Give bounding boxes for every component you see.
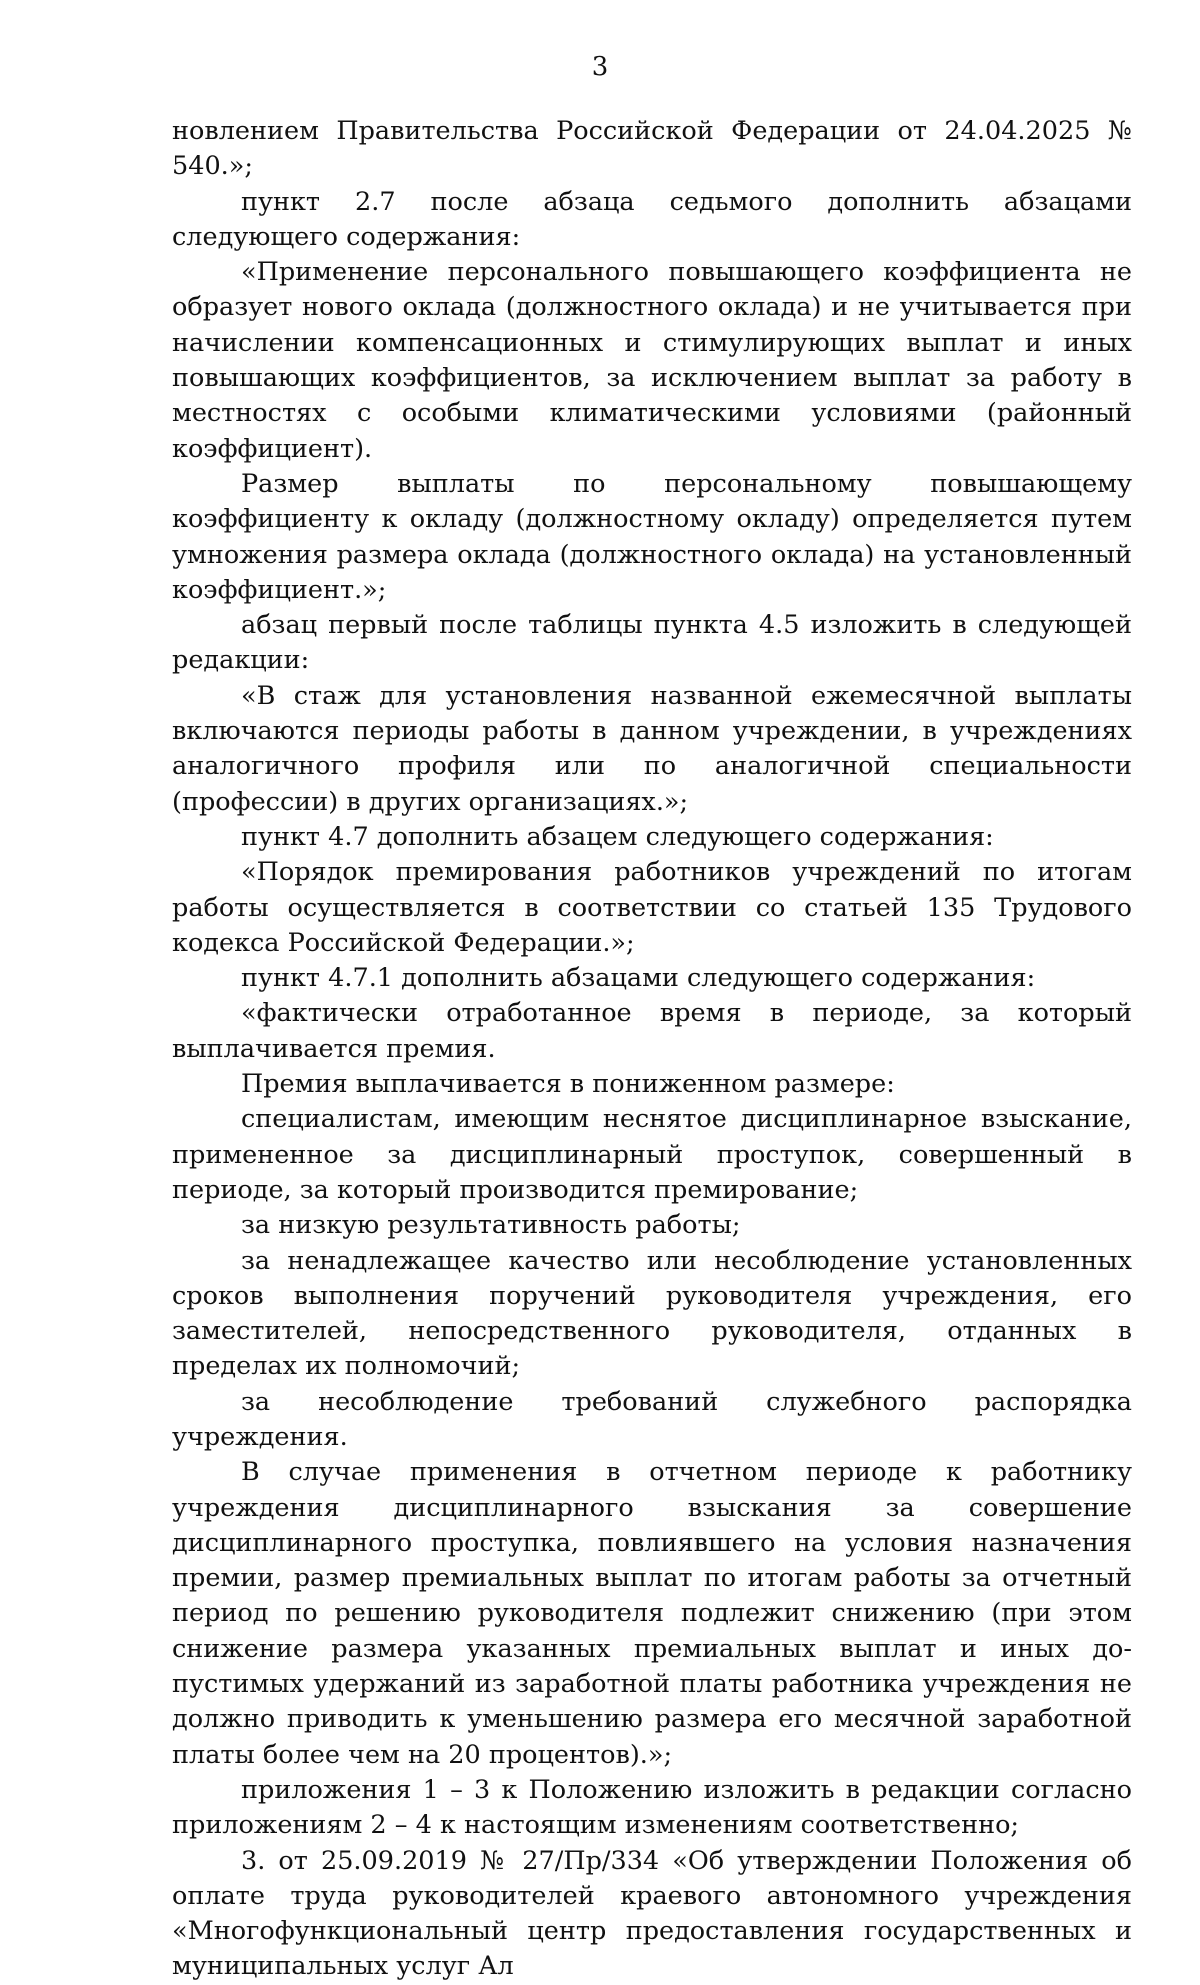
document-body <box>172 114 1132 1985</box>
paragraph: «В стаж для установления названной ежемесячной выплаты включаются периоды работы в данном учреждении, в учреждениях аналогичного профиля или по аналогичной специальности (профессии) в других организациях.»; <box>172 680 1132 817</box>
paragraph: пункт 2.7 после абзаца седьмого дополнить абзацами следующего содержания: <box>172 186 1132 252</box>
paragraph-continuation: новлением Правительства Российской Федерации от 24.04.2025 № 540.»; <box>172 116 1132 182</box>
paragraph: Размер выплаты по персональному повышающему коэффициенту к окладу (должностному окладу) определяется путем умножения размера оклада (должностного оклада) на установленный коэффициент.»; <box>172 468 1132 605</box>
paragraph: пункт 4.7 дополнить абзацем следующего содержания: <box>241 821 994 852</box>
paragraph: пункт 4.7.1 дополнить абзацами следующего содержания: <box>241 963 1036 994</box>
paragraph: «Порядок премирования работников учреждений по итогам работы осуществляется в соответствии со статьей 135 Трудового кодекса Российской Федерации.»; <box>172 857 1132 958</box>
paragraph: за низкую результативность работы; <box>241 1210 741 1241</box>
paragraph: В случае применения в отчетном периоде к работнику учреждения дисциплинарного взыскания за совершение дисциплинарного проступка, повлиявшего на условия назначения премии, размер премиальных выплат по итогам работы за отчетный период по решению руководителя подлежит снижению (при этом снижение размера указанных премиальных выплат и иных допустимых удержаний из заработной платы работника учреждения не должно приводить к уменьшению размера его месячной заработной платы более чем на 20 процентов).»; <box>172 1457 1132 1770</box>
paragraph: специалистам, имеющим неснятое дисциплинарное взыскание, примененное за дисциплинарный проступок, совершенный в периоде, за который производится премирование; <box>172 1104 1132 1205</box>
paragraph: за ненадлежащее качество или несоблюдение установленных сроков выполнения поручений руководителя учреждения, его заместителей, непосредственного руководителя, отданных в пределах их полномочий; <box>172 1245 1132 1382</box>
paragraph: «Применение персонального повышающего коэффициента не образует нового оклада (должностного оклада) и не учитывается при начислении компенсационных и стимулирующих выплат и иных повышающих коэффициентов, за исключением выплат за работу в местностях с особыми климатическими условиями (районный коэффициент). <box>172 257 1132 464</box>
paragraph: Премия выплачивается в пониженном размере: <box>241 1069 895 1100</box>
paragraph: 3. от 25.09.2019 № 27/Пр/334 «Об утверждении Положения об оплате труда руководителей краевого автономного учреждения «Многофункциональный центр предоставления государственных и муниципальных услуг Ал <box>172 1845 1132 1982</box>
paragraph: за несоблюдение требований служебного распорядка учреждения. <box>172 1386 1132 1452</box>
paragraph: абзац первый после таблицы пункта 4.5 изложить в следующей редакции: <box>172 610 1132 676</box>
paragraph: «фактически отработанное время в периоде, за который выплачивается премия. <box>172 998 1132 1064</box>
page-number: 3 <box>591 52 609 82</box>
paragraph: приложения 1 – 3 к Положению изложить в редакции согласно приложениям 2 – 4 к настоящим изменениям соответственно; <box>172 1774 1132 1841</box>
